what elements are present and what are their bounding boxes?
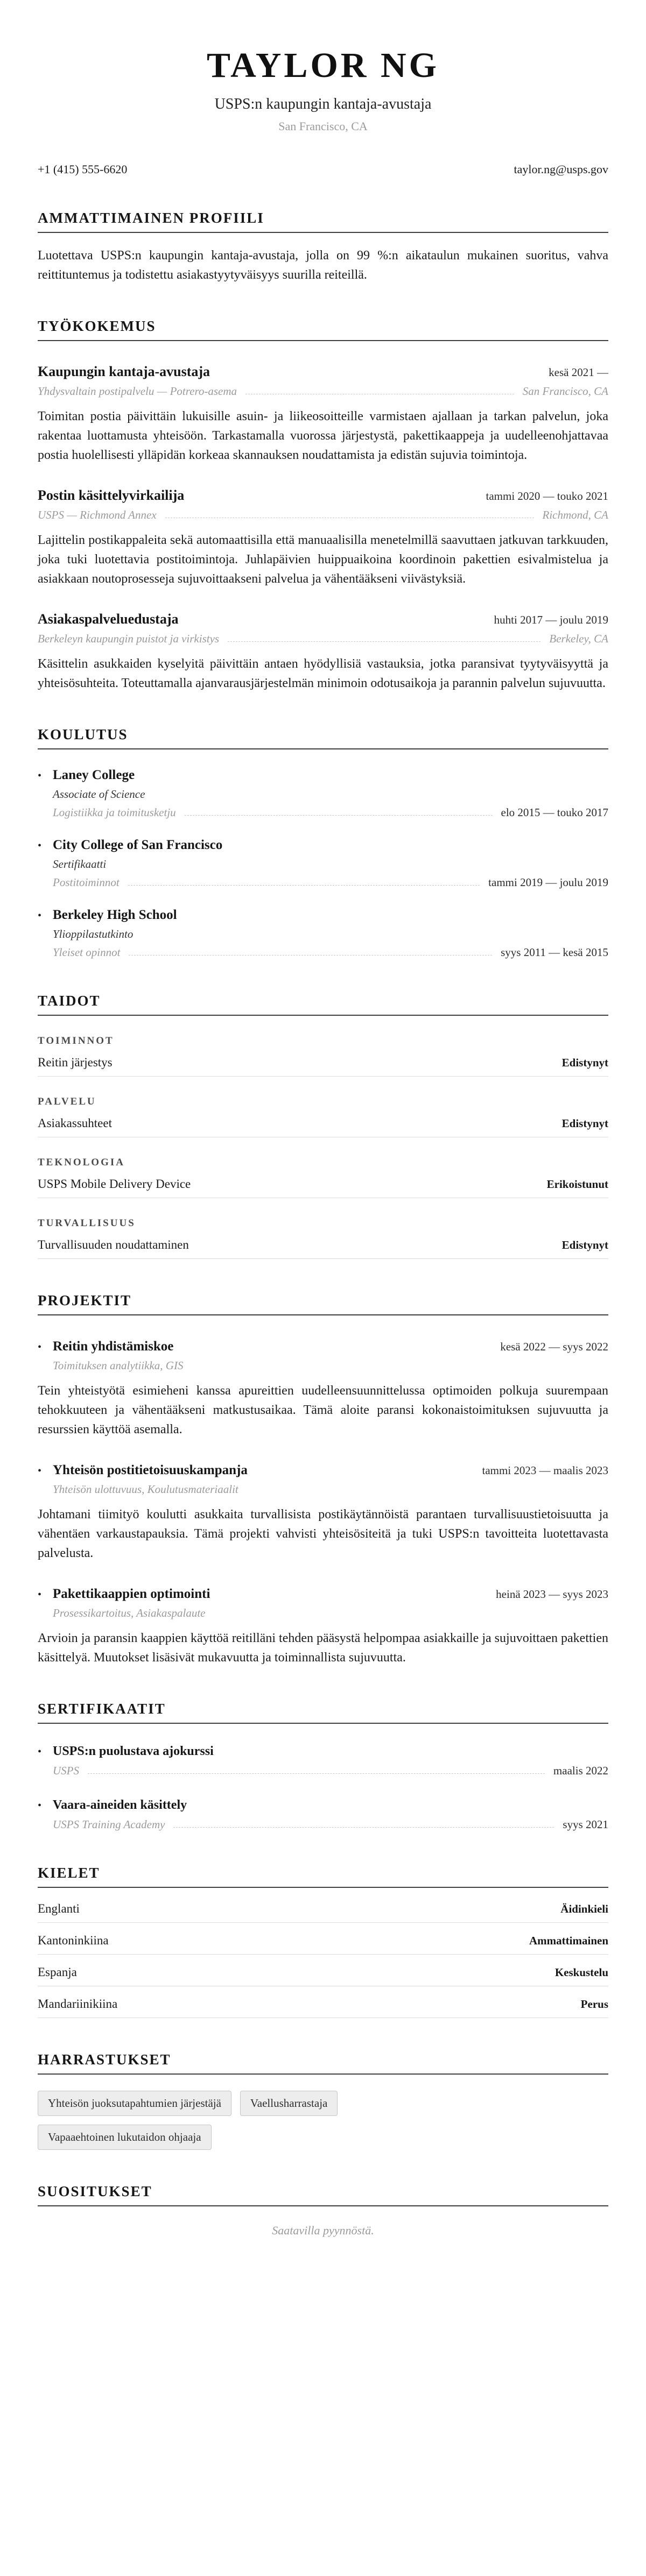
job-title: Postin käsittelyvirkailija: [38, 487, 185, 503]
certification-name: USPS:n puolustava ajokurssi: [53, 1744, 214, 1758]
job-company: Berkeleyn kaupungin puistot ja virkistys: [38, 632, 220, 645]
degree: Associate of Science: [53, 788, 145, 801]
section-experience: [38, 318, 608, 693]
person-name: TAYLOR NG: [207, 46, 439, 85]
bullet-icon: [38, 840, 53, 852]
project-tags: Prosessikartoitus, Asiakaspalaute: [53, 1607, 206, 1619]
field-of-study: Yleiset opinnot: [53, 946, 121, 959]
skill-category: TEKNOLOGIA: [38, 1157, 125, 1168]
language-row: [38, 1986, 608, 2018]
header-location: San Francisco, CA: [278, 119, 368, 133]
project-description: Johtamani tiimityö koulutti asukkaita turvallisista postikäytännöistä parantaen turvallisuustietoisuutta ja vähentäen varkaustapauksia. Tämä projekti vahvisti yhteisösiteitä ja tuki USPS:n tavoitteita luotettavasta palvelusta.: [38, 1508, 608, 1560]
certification-title-row: [38, 1798, 608, 1813]
section-hobbies: [38, 2051, 608, 2150]
leader-line: [185, 815, 493, 816]
project-name: Pakettikaappien optimointi: [53, 1587, 210, 1601]
email-address: taylor.ng@usps.gov: [514, 162, 608, 176]
job-meta-row: [38, 632, 608, 646]
project-title-row: [38, 1339, 608, 1354]
project-description: Arvioin ja paransin kaappien käyttöä reitilläni tehden pääsystä helpompaa asiakkaille ja sujuvoittaen pakettien käsittelyä. Muutokset lisäsivät mukavuutta ja toiminnallista sujuvuutta.: [38, 1631, 608, 1665]
education-date: elo 2015 — touko 2017: [501, 806, 608, 819]
skill-group: [38, 1157, 608, 1198]
leader-line: [88, 1773, 545, 1774]
language-level: Äidinkieli: [560, 1902, 608, 1915]
phone-number: +1 (415) 555-6620: [38, 162, 128, 176]
project-entry: [38, 1339, 608, 1439]
project-title-row: [38, 1587, 608, 1602]
certification-meta-row: [53, 1764, 608, 1778]
certification-date: maalis 2022: [553, 1764, 608, 1777]
skill-group: [38, 1096, 608, 1137]
degree: Ylioppilastutkinto: [53, 928, 134, 940]
education-meta-row: [53, 946, 608, 959]
job-headline: USPS:n kaupungin kantaja-avustaja: [214, 96, 432, 112]
bullet-icon: [38, 1746, 53, 1758]
job-date: kesä 2021 —: [549, 366, 608, 379]
project-entry: [38, 1463, 608, 1563]
project-title-row: [38, 1463, 608, 1478]
school-name: Laney College: [53, 768, 135, 782]
language-level: Keskustelu: [554, 1966, 608, 1979]
education-title-row: [38, 908, 608, 923]
certification-title-row: [38, 1744, 608, 1759]
section-heading-experience: TYÖKOKEMUS: [38, 318, 608, 341]
job-title-row: [38, 611, 608, 627]
section-heading-certifications: SERTIFIKAATIT: [38, 1701, 608, 1724]
certification-entry: [38, 1798, 608, 1831]
certification-issuer: USPS Training Academy: [53, 1818, 165, 1831]
certification-name: Vaara-aineiden käsittely: [53, 1798, 187, 1812]
language-level: Perus: [580, 1998, 608, 2011]
skill-row: [38, 1116, 608, 1137]
section-heading-profile: AMMATTIMAINEN PROFIILI: [38, 210, 608, 233]
bullet-icon: [38, 1341, 53, 1354]
skill-level: Edistynyt: [561, 1117, 608, 1130]
school-name: Berkeley High School: [53, 908, 177, 922]
education-title-row: [38, 768, 608, 783]
profile-summary: Luotettava USPS:n kaupungin kantaja-avustaja, jolla on 99 %:n aikataulun mukainen suoritus, vahva reittituntemus ja todistettu asiakastyytyväisyys suurilla reiteillä.: [38, 249, 608, 282]
education-date: tammi 2019 — joulu 2019: [488, 876, 608, 889]
job-entry: [38, 487, 608, 589]
job-title-row: [38, 487, 608, 504]
skill-group: [38, 1035, 608, 1077]
education-entry: [38, 768, 608, 819]
project-name: Yhteisön postitietoisuuskampanja: [53, 1463, 248, 1477]
section-profile: [38, 210, 608, 285]
contact-row: [38, 162, 608, 176]
skill-category: TURVALLISUUS: [38, 1218, 136, 1229]
language-list: [38, 1891, 608, 2018]
section-heading-education: KOULUTUS: [38, 726, 608, 749]
bullet-icon: [38, 910, 53, 922]
skill-category: PALVELU: [38, 1096, 96, 1107]
language-row: [38, 1955, 608, 1986]
section-references: [38, 2183, 608, 2238]
skill-level: Edistynyt: [561, 1056, 608, 1069]
job-description: Käsittelin asukkaiden kyselyitä päivittäin antaen hyödyllisiä vastauksia, jotka paransivat tyytyväisyyttä ja yhteisösuhteita. Toteuttamalla ajanvarausjärjestelmän minimoin odotusaikoja ja parannin palvelun sujuvuutta.: [38, 657, 608, 690]
field-of-study: Logistiikka ja toimitusketju: [53, 806, 176, 819]
skill-row: [38, 1056, 608, 1077]
job-meta-row: [38, 385, 608, 398]
project-title-group: [38, 1339, 173, 1354]
skill-level: Edistynyt: [561, 1239, 608, 1251]
language-level: Ammattimainen: [529, 1934, 608, 1947]
section-heading-projects: PROJEKTIT: [38, 1292, 608, 1315]
project-tags: Yhteisön ulottuvuus, Koulutusmateriaalit: [53, 1483, 238, 1496]
certification-meta-row: [53, 1818, 608, 1831]
job-meta-row: [38, 508, 608, 522]
references-note: Saatavilla pyynnöstä.: [272, 2224, 374, 2237]
resume-header: [38, 45, 608, 176]
education-meta-row: [53, 806, 608, 819]
language-name: Espanja: [38, 1965, 77, 1979]
job-date: huhti 2017 — joulu 2019: [494, 613, 608, 626]
bullet-icon: [38, 1465, 53, 1477]
job-company: Yhdysvaltain postipalvelu — Potrero-asema: [38, 385, 237, 398]
project-title-group: [38, 1463, 248, 1478]
field-of-study: Postitoiminnot: [53, 876, 120, 889]
language-name: Kantoninkiina: [38, 1934, 109, 1947]
project-entry: [38, 1587, 608, 1667]
job-title: Asiakaspalveluedustaja: [38, 611, 179, 627]
language-name: Englanti: [38, 1902, 80, 1915]
section-heading-references: SUOSITUKSET: [38, 2183, 608, 2206]
job-location: Richmond, CA: [542, 508, 608, 521]
bullet-icon: [38, 1800, 53, 1812]
project-name: Reitin yhdistämiskoe: [53, 1339, 174, 1354]
hobby-chip: Yhteisön juoksutapahtumien järjestäjä: [38, 2091, 231, 2116]
education-title-row: [38, 838, 608, 853]
section-heading-languages: KIELET: [38, 1865, 608, 1888]
language-row: [38, 1923, 608, 1955]
language-name: Mandariinikiina: [38, 1997, 118, 2011]
job-company: USPS — Richmond Annex: [38, 508, 157, 521]
project-date: kesä 2022 — syys 2022: [500, 1340, 608, 1353]
section-heading-hobbies: HARRASTUKSET: [38, 2051, 608, 2075]
skill-name: Turvallisuuden noudattaminen: [38, 1238, 189, 1251]
skill-group: [38, 1218, 608, 1259]
project-date: heinä 2023 — syys 2023: [496, 1588, 608, 1601]
hobby-chip-list: [38, 2091, 479, 2150]
job-title: Kaupungin kantaja-avustaja: [38, 364, 210, 379]
section-projects: [38, 1292, 608, 1667]
certification-issuer: USPS: [53, 1764, 79, 1777]
hobby-chip: Vaellusharrastaja: [240, 2091, 338, 2116]
bullet-icon: [38, 770, 53, 782]
skill-name: Reitin järjestys: [38, 1056, 113, 1069]
education-meta-row: [53, 876, 608, 889]
skill-row: [38, 1177, 608, 1198]
job-location: Berkeley, CA: [549, 632, 608, 645]
skill-name: Asiakassuhteet: [38, 1116, 112, 1130]
job-entry: [38, 364, 608, 465]
education-entry: [38, 838, 608, 889]
skill-row: [38, 1238, 608, 1259]
skill-category: TOIMINNOT: [38, 1035, 114, 1046]
section-languages: [38, 1865, 608, 2018]
skill-level: Erikoistunut: [546, 1178, 608, 1191]
education-date: syys 2011 — kesä 2015: [501, 946, 608, 959]
degree: Sertifikaatti: [53, 858, 107, 871]
section-education: [38, 726, 608, 959]
bullet-icon: [38, 1589, 53, 1601]
school-name: City College of San Francisco: [53, 838, 223, 852]
education-entry: [38, 908, 608, 959]
leader-line: [129, 955, 492, 956]
job-entry: [38, 611, 608, 693]
project-description: Tein yhteistyötä esimieheni kanssa apureittien uudelleensuunnittelussa optimoiden polkuja suurempaan tehokkuuteen ja vähentääkseni matkustusaikaa. Tämä aloite paransi kokonaistoimituksen sujuvuutta ja resurssien käyttöä asemalla.: [38, 1384, 608, 1436]
section-certifications: [38, 1701, 608, 1831]
certification-date: syys 2021: [563, 1818, 608, 1831]
project-tags: Toimituksen analytiikka, GIS: [53, 1359, 184, 1372]
certification-entry: [38, 1744, 608, 1778]
section-skills: [38, 993, 608, 1259]
job-title-row: [38, 364, 608, 380]
project-date: tammi 2023 — maalis 2023: [482, 1464, 608, 1477]
leader-line: [228, 641, 540, 642]
project-title-group: [38, 1587, 210, 1602]
leader-line: [173, 1827, 554, 1828]
job-description: Lajittelin postikappaleita sekä automaattisilla että manuaalisilla menetelmillä saavuttaen jatkuvan tarkkuuden, joka tuki luotettavia postitoimintoja. Juhlapäivien huippuaikoina koordinoin pakettien esivalmistelua ja asiakkaan noutoprosesseja sujuvoittaakseni palvelua ja vähentääkseni viivästyksiä.: [38, 533, 608, 586]
section-heading-skills: TAIDOT: [38, 993, 608, 1016]
job-location: San Francisco, CA: [522, 385, 608, 398]
language-row: [38, 1891, 608, 1923]
leader-line: [128, 885, 480, 886]
job-description: Toimitan postia päivittäin lukuisille asuin- ja liikeosoitteille varmistaen ajallaan ja tarkan palvelun, joka rakentaa luottamusta yhteisöön. Tarkastamalla vuorossa järjestystä, pakettikaappeja ja uudelleenohjattavaa postia huolellisesti ylläpidän korkeaa skannauksen noudattamista ja edistän sujuvia toimintoja.: [38, 409, 608, 462]
hobby-chip: Vapaaehtoinen lukutaidon ohjaaja: [38, 2125, 212, 2150]
skill-name: USPS Mobile Delivery Device: [38, 1177, 191, 1191]
job-date: tammi 2020 — touko 2021: [486, 490, 608, 503]
